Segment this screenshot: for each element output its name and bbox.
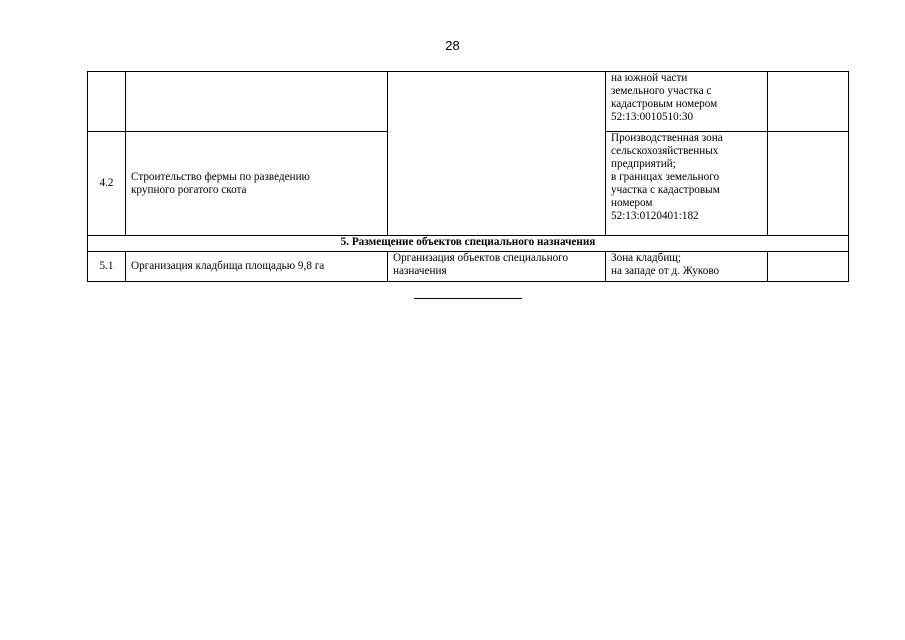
zone-text-line: предприятий; xyxy=(611,158,676,170)
table-row xyxy=(88,72,849,132)
page-number: 28 xyxy=(445,38,460,53)
zone-text-line: земельного участка с xyxy=(611,85,712,97)
zone-text-line: на западе от д. Жуково xyxy=(611,265,720,277)
zone-text-line: в границах земельного xyxy=(611,171,720,183)
zone-text-line: Производственная зона xyxy=(611,132,723,144)
extra-cell xyxy=(768,72,849,132)
zone-text-line: 52:13:0010510:30 xyxy=(611,111,694,123)
extra-cell xyxy=(768,132,849,236)
zone-text-line: участка с кадастровым xyxy=(611,184,720,196)
table-row xyxy=(88,252,849,282)
section-row xyxy=(88,236,849,252)
zone-cell xyxy=(606,132,768,236)
row-number-cell: 4.2 xyxy=(88,132,126,236)
purpose-text-line: Организация объектов специального xyxy=(393,252,569,264)
row-number-cell xyxy=(88,72,126,132)
footnote-separator xyxy=(414,298,522,299)
extra-cell xyxy=(768,252,849,282)
section-heading: 5. Размещение объектов специального назначения xyxy=(88,236,849,252)
object-name-cell: Организация кладбища площадью 9,8 га xyxy=(126,252,388,282)
zone-cell xyxy=(606,72,768,132)
zone-text-line: на южной части xyxy=(611,72,688,84)
purpose-cell xyxy=(388,252,606,282)
purpose-text-line: назначения xyxy=(393,265,447,277)
zone-text-line: Зона кладбищ; xyxy=(611,252,682,264)
object-name-cell xyxy=(126,72,388,132)
objects-table xyxy=(87,71,849,282)
zone-text-line: кадастровым номером xyxy=(611,98,718,110)
object-name-line: крупного рогатого скота xyxy=(131,183,247,196)
purpose-cell xyxy=(388,72,606,236)
row-number-cell: 5.1 xyxy=(88,252,126,282)
zone-text-line: 52:13:0120401:182 xyxy=(611,210,699,222)
object-name-line: Строительство фермы по разведению xyxy=(131,170,310,183)
zone-cell xyxy=(606,252,768,282)
object-name-cell xyxy=(126,132,388,236)
zone-text-line: сельскохозяйственных xyxy=(611,145,719,157)
zone-text-line: номером xyxy=(611,197,653,209)
